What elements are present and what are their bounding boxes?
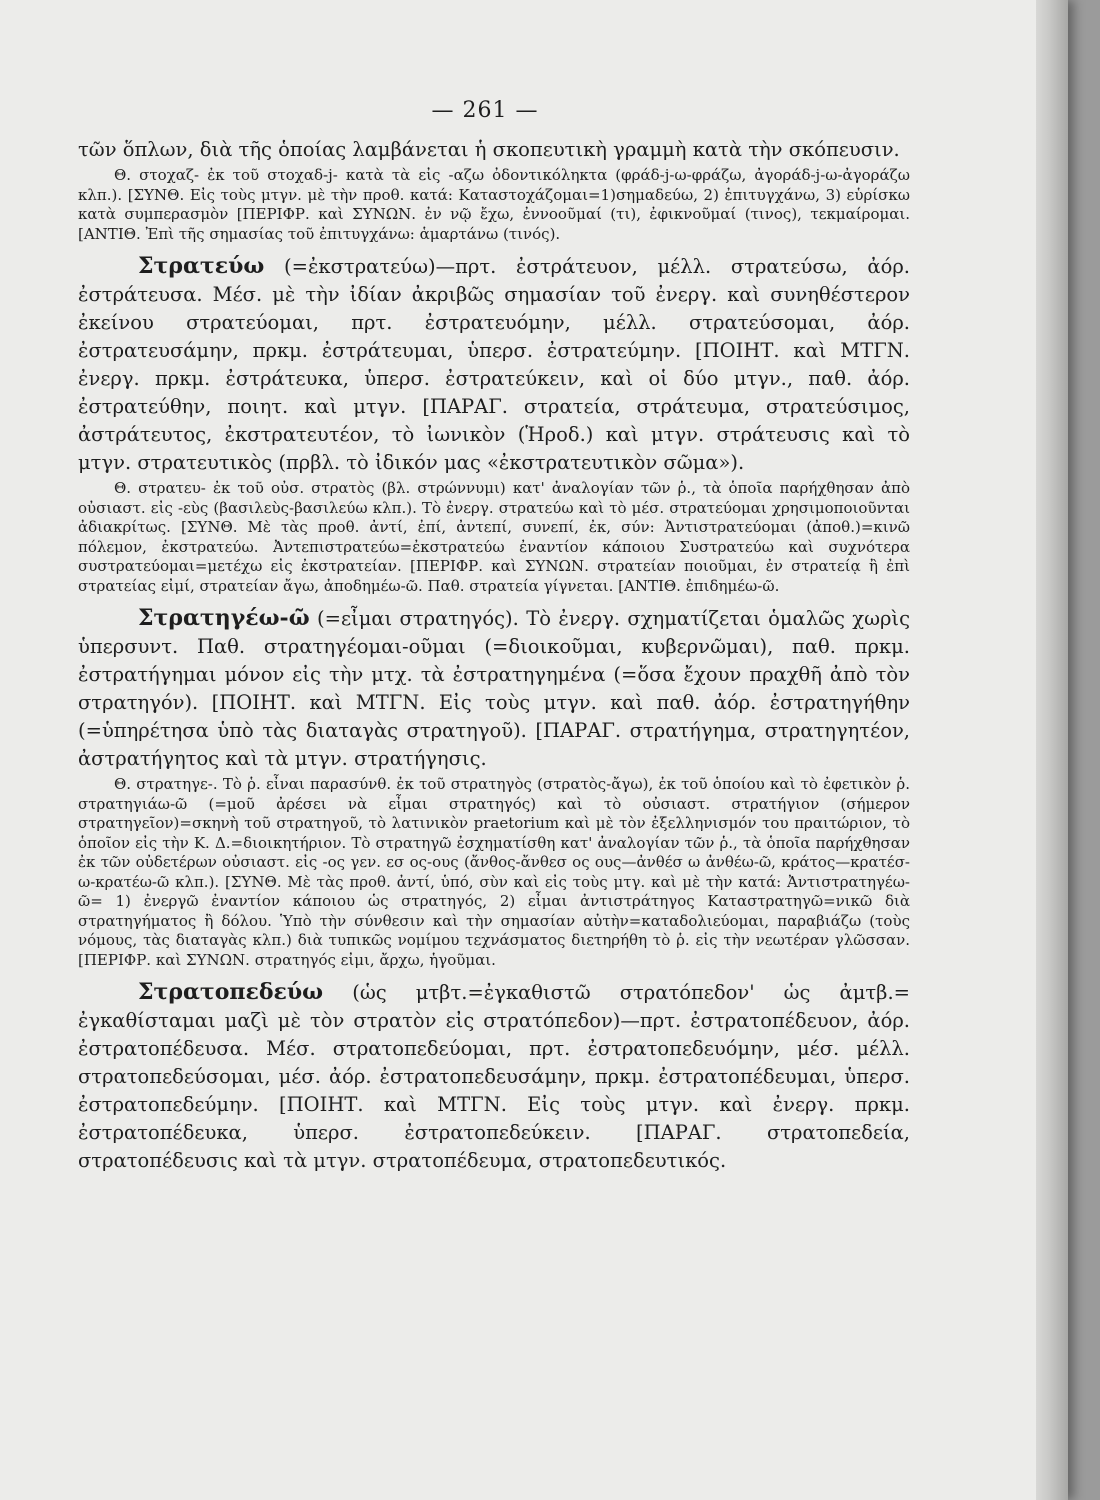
entry-text: (=ἐκστρατεύω)—πρτ. ἐστράτευον, μέλλ. στρατεύσω, ἀόρ. ἐστράτευσα. Μέσ. μὲ τὴν ἰδίαν ἀκριβῶς σημασίαν τοῦ ἐνεργ. καὶ συνηθέστερον ἐκείνου στρατεύομαι, πρτ. ἐστρατευόμην, μέλλ. στρατεύσομαι, ἀόρ. ἐστρατευσάμην, πρκμ. ἐστράτευμαι, ὑπερσ. ἐστρατεύμην. [ΠΟΙΗΤ. καὶ ΜΤΓΝ. ἐνεργ. πρκμ. ἐστράτευκα, ὑπερσ. ἐστρατεύκειν, καὶ οἱ δύο μτγν., παθ. ἀόρ. ἐστρατεύθην, ποιητ. καὶ μτγν. [ΠΑΡΑΓ. στρατεία, στράτευμα, στρατεύσιμος, ἀστράτευτος, ἐκστρατευτέον, τὸ ἰωνικὸν (Ἡροδ.) καὶ μτγν. στράτευσις καὶ τὸ μτγν. στρατευτικὸς (πρβλ. τὸ ἰδικόν μας «ἐκστρατευτικὸν σῶμα»). [78,255,910,474]
entry-text: (ὡς μτβτ.=ἐγκαθιστῶ στρατόπεδον' ὡς ἀμτβ.= ἐγκαθίσταμαι μαζὶ μὲ τὸν στρατὸν εἰς στρατόπεδον)—πρτ. ἐστρατοπέδευον, ἀόρ. ἐστρατοπέδευσα. Μέσ. στρατοπεδεύομαι, πρτ. ἐστρατοπεδευόμην, μέσ. μέλλ. στρατοπεδεύσομαι, μέσ. ἀόρ. ἐστρατοπεδευσάμην, πρκμ. ἐστρατοπέδευμαι, ὑπερσ. ἐστρατοπεδεύμην. [ΠΟΙΗΤ. καὶ ΜΤΓΝ. Εἰς τοὺς μτγν. καὶ ἐνεργ. πρκμ. ἐστρατοπέδευκα, ὑπερσ. ἐστρατοπεδεύκειν. [ΠΑΡΑΓ. στρατοπεδεία, στρατοπέδευσις καὶ τὰ μτγν. στρατοπέδευμα, στρατοπεδευτικός. [78,981,910,1172]
entry-strategeo [78,604,910,773]
entry-strateuo [78,252,910,477]
etymology-note: Θ. στοχαζ- ἐκ τοῦ στοχαδ-j- κατὰ τὰ εἰς -αζω ὀδοντικόληκτα (φράδ-j-ω-φράζω, ἀγοράδ-j-ω-ἀγοράζω κλπ.). [ΣΥΝΘ. Εἰς τοὺς μτγν. μὲ τὴν προθ. κατά: Καταστοχάζομαι=1)σημαδεύω, 2) ἐπιτυγχάνω, 3) εὑρίσκω κατὰ συμπερασμὸν [ΠΕΡΙΦΡ. καὶ ΣΥΝΩΝ. ἐν νῷ ἔχω, ἐννοοῦμαί (τι), ἐφικνοῦμαί (τινος), τεκμαίρομαι. [ΑΝΤΙΘ. Ἐπὶ τῆς σημασίας τοῦ ἐπιτυγχάνω: ἁμαρτάνω (τινός). [78,166,910,243]
continuation-paragraph: τῶν ὅπλων, διὰ τῆς ὁποίας λαμβάνεται ἡ σκοπευτικὴ γραμμὴ κατὰ τὴν σκόπευσιν. [78,138,900,161]
page-number: — 261 — [431,98,539,123]
entry-text: (=εἶμαι στρατηγός). Τὸ ἐνεργ. σχηματίζεται ὁμαλῶς χωρὶς ὑπερσυντ. Παθ. στρατηγέομαι-οῦμαι (=διοικοῦμαι, κυβερνῶμαι), παθ. πρκμ. ἐστρατήγημαι μόνον εἰς τὴν μτχ. τὰ ἐστρατηγημένα (=ὅσα ἔχουν πραχθῆ ἀπὸ τὸν στρατηγόν). [ΠΟΙΗΤ. καὶ ΜΤΓΝ. Εἰς τοὺς μτγν. καὶ παθ. ἀόρ. ἐστρατηγήθην (=ὑπηρέτησα ὑπὸ τὰς διαταγὰς στρατηγοῦ). [ΠΑΡΑΓ. στρατήγημα, στρατηγητέον, ἀστρατήγητος καὶ τὰ μτγν. στρατήγησις. [78,607,910,770]
lemma-headword: Στρατοπεδεύω [138,979,324,1005]
page-edge [1036,0,1068,1500]
lemma-headword: Στρατηγέω-ῶ [138,605,310,631]
etymology-note: Θ. στρατηγε-. Τὸ ῥ. εἶναι παρασύνθ. ἐκ τοῦ στρατηγὸς (στρατὸς-ἄγω), ἐκ τοῦ ὁποίου καὶ τὸ ἐφετικὸν ῥ. στρατηγιάω-ῶ (=μοῦ ἀρέσει νὰ εἶμαι στρατηγός) καὶ τὸ οὐσιαστ. στρατήγιον (σήμερον στρατηγεῖον)=σκηνὴ τοῦ στρατηγοῦ, τὸ λατινικὸν praetorium καὶ μὲ τὸν ἐξελληνισμόν του πραιτώριον, τὸ ὁποῖον εἰς τὴν Κ. Δ.=διοικητήριον. Τὸ στρατηγῶ ἐσχηματίσθη κατ' ἀναλογίαν τῶν ῥ., τὰ ὁποῖα παρήχθησαν ἐκ τῶν οὐδετέρων οὐσιαστ. εἰς -ος γεν. εσ ος-ους (ἄνθος-ἄνθεσ ος ους—ἀνθέσ ω ἀνθέω-ῶ, κράτος—κρατέσ-ω-κρατέω-ῶ κλπ.). [ΣΥΝΘ. Μὲ τὰς προθ. ἀντί, ὑπό, σὺν καὶ εἰς τοὺς μτγ. καὶ μὲ τὴν κατά: Ἀντιστρατηγέω-ῶ= 1) ἐνεργῶ ἐναντίον κάποιου ὡς στρατηγός, 2) εἶμαι ἀντιστράτηγος Καταστρατηγῶ=νικῶ διὰ στρατηγήματος ἢ δόλου. Ὑπὸ τὴν σύνθεσιν καὶ τὴν σημασίαν αὐτὴν=καταδολιεύομαι, παραβιάζω (τοὺς νόμους, τὰς διαταγὰς κλπ.) διὰ τυπικῶς νομίμου τεχνάσματος διετηρήθη τὸ ῥ. εἰς τὴν νεωτέραν γλῶσσαν. [ΠΕΡΙΦΡ. καὶ ΣΥΝΩΝ. στρατηγός εἰμι, ἄρχω, ἡγοῦμαι. [78,775,910,969]
entry-stratopedeuo [78,978,910,1175]
lemma-headword: Στρατεύω [138,253,265,279]
etymology-note: Θ. στρατευ- ἐκ τοῦ οὐσ. στρατὸς (βλ. στρώννυμι) κατ' ἀναλογίαν τῶν ῥ., τὰ ὁποῖα παρήχθησαν ἀπὸ οὐσιαστ. εἰς -εὺς (βασιλεὺς-βασιλεύω κλπ.). Τὸ ἐνεργ. στρατεύω καὶ τὸ μέσ. στρατεύομαι χρησιμοποιοῦνται ἀδιακρίτως. [ΣΥΝΘ. Μὲ τὰς προθ. ἀντί, ἐπί, ἀντεπί, συνεπί, ἐκ, σύν: Ἀντιστρατεύομαι (ἀποθ.)=κινῶ πόλεμον, ἐκστρατεύω. Ἀντεπιστρατεύω=ἐκστρατεύω ἐναντίον κάποιου Συστρατεύω καὶ συχνότερα συστρατεύομαι=μετέχω εἰς ἐκστρατείαν. [ΠΕΡΙΦΡ. καὶ ΣΥΝΩΝ. στρατείαν ποιοῦμαι, ἐν στρατείᾳ ἢ ἐπὶ στρατείας εἰμί, στρατείαν ἄγω, ἀποδημέω-ῶ. Παθ. στρατεία γίγνεται. [ΑΝΤΙΘ. ἐπιδημέω-ῶ. [78,479,910,595]
page-body [78,136,910,1175]
